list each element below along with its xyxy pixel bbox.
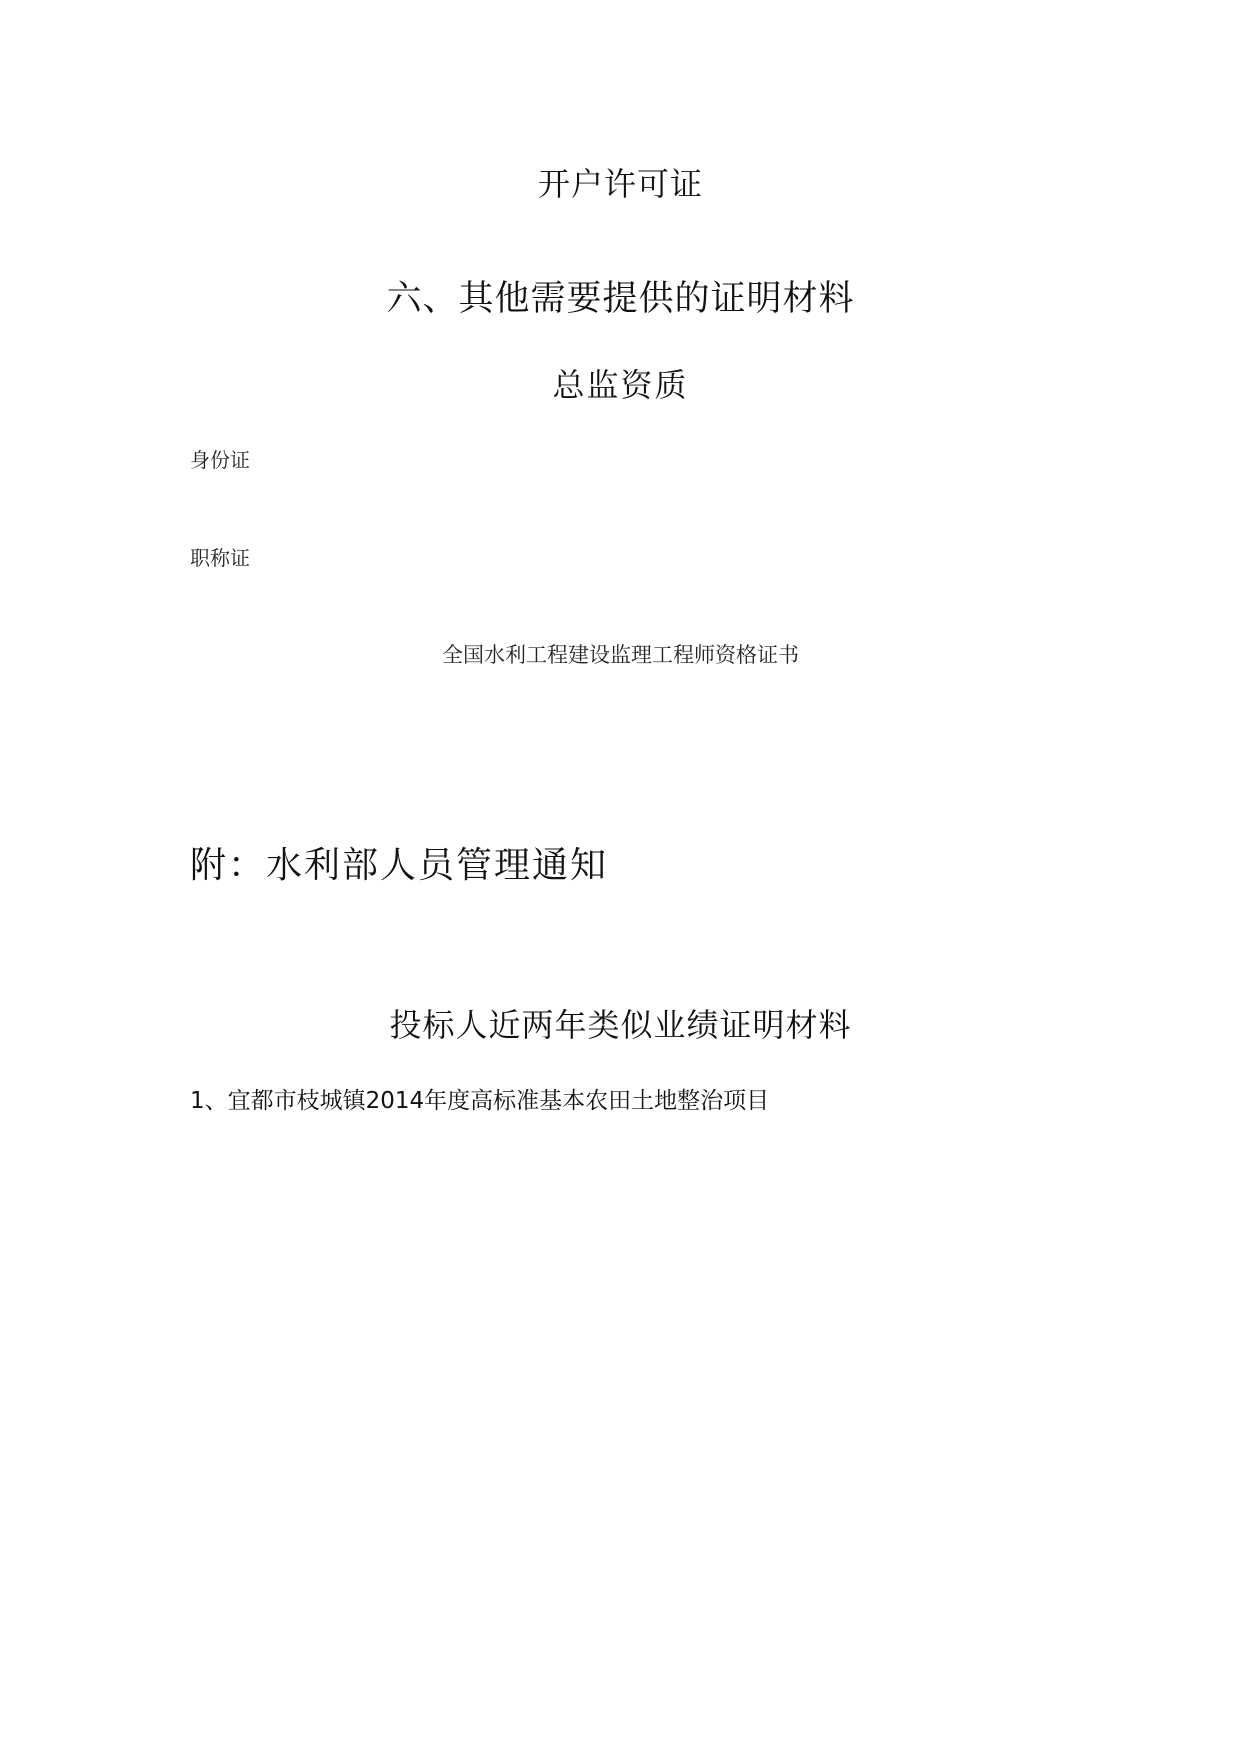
project-list-item: 1、宜都市枝城镇2014年度高标准基本农田土地整治项目 <box>190 1088 770 1114</box>
id-card-label: 身份证 <box>190 448 250 472</box>
chief-supervisor-qualification-heading: 总监资质 <box>552 366 689 404</box>
supervisor-certificate-caption: 全国水利工程建设监理工程师资格证书 <box>442 643 799 667</box>
professional-title-certificate-label: 职称证 <box>190 546 250 570</box>
account-permit-heading: 开户许可证 <box>537 165 703 203</box>
attachment-notice-heading: 附：水利部人员管理通知 <box>190 845 609 886</box>
section-six-heading: 六、其他需要提供的证明材料 <box>386 279 855 319</box>
bidder-performance-heading: 投标人近两年类似业绩证明材料 <box>389 1006 852 1044</box>
